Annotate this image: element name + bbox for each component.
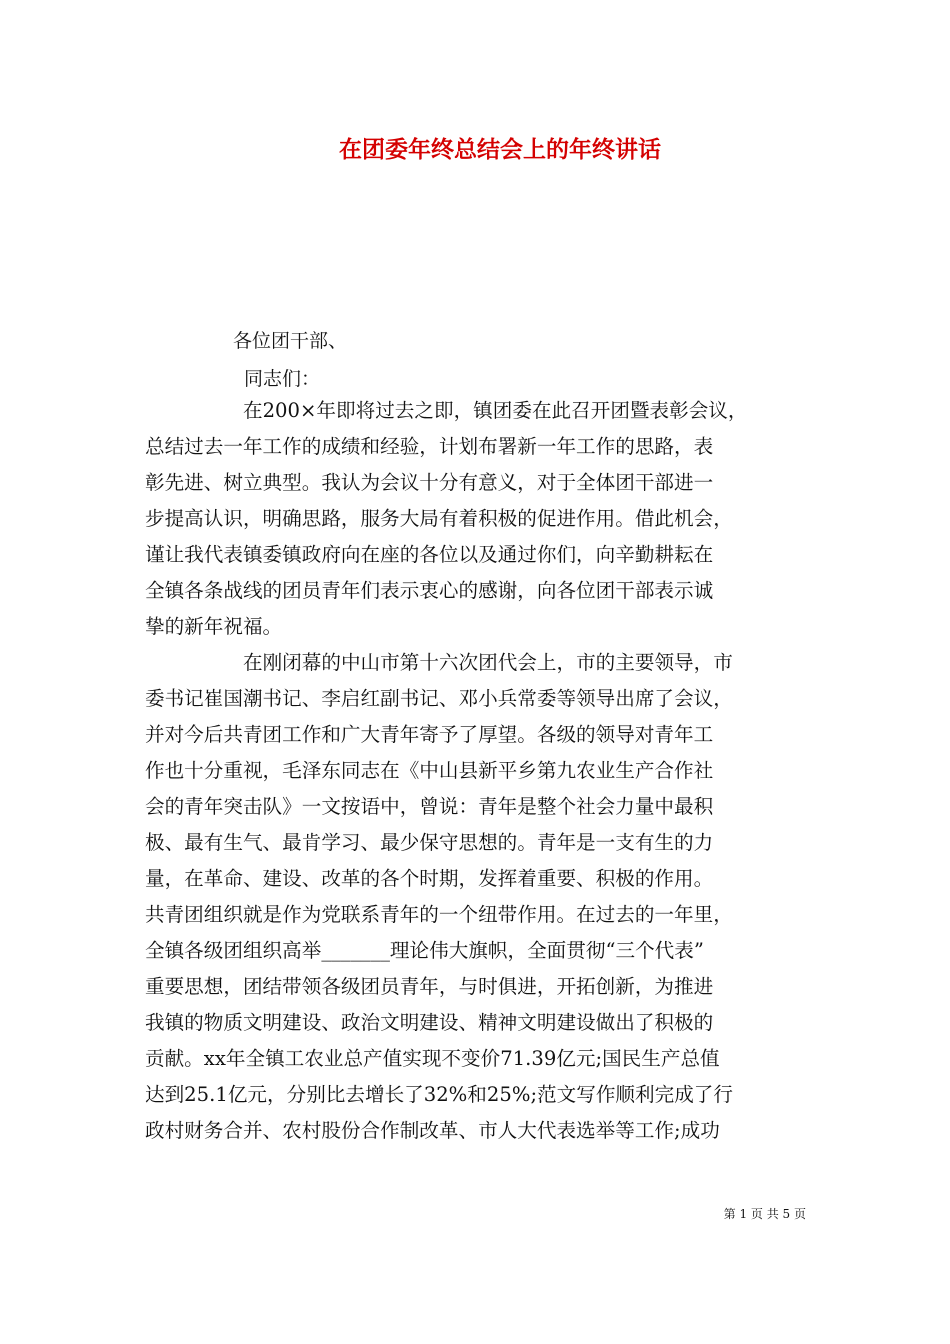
body-line: 在200×年即将过去之即，镇团委在此召开团暨表彰会议， [243,399,748,422]
document-title: 在团委年终总结会上的年终讲话 [339,137,661,163]
body-line: 我镇的物质文明建设、政治文明建设、精神文明建设做出了积极的 [145,1011,714,1034]
body-line: 谨让我代表镇委镇政府向在座的各位以及通过你们，向辛勤耕耘在 [145,543,714,566]
body-line: 全镇各条战线的团员青年们表示衷心的感谢，向各位团干部表示诚 [145,579,714,602]
body-line: 全镇各级团组织高举_______理论伟大旗帜，全面贯彻“三个代表” [145,939,704,962]
body-line: 委书记崔国潮书记、李启红副书记、邓小兵常委等领导出席了会议， [145,687,733,710]
body-line: 贡献。xx年全镇工农业总产值实现不变价71.39亿元;国民生产总值 [145,1047,720,1070]
body-line: 共青团组织就是作为党联系青年的一个纽带作用。在过去的一年里， [145,903,733,926]
body-line: 总结过去一年工作的成绩和经验，计划布署新一年工作的思路，表 [145,435,714,458]
body-line: 彰先进、树立典型。我认为会议十分有意义，对于全体团干部进一 [145,471,714,494]
document-body [145,393,810,1149]
body-line: 重要思想，团结带领各级团员青年，与时俱进，开拓创新，为推进 [145,975,714,998]
body-line: 步提高认识，明确思路，服务大局有着积极的促进作用。借此机会， [145,507,733,530]
body-line: 量，在革命、建设、改革的各个时期，发挥着重要、积极的作用。 [145,867,714,890]
body-line: 会的青年突击队》一文按语中，曾说：青年是整个社会力量中最积 [145,795,714,818]
body-line: 达到25.1亿元，分别比去增长了32%和25%;范文写作顺利完成了行 [145,1083,733,1106]
salutation-cadres: 各位团干部、 [233,330,348,352]
body-line: 挚的新年祝福。 [145,615,283,638]
body-line: 作也十分重视，毛泽东同志在《中山县新平乡第九农业生产合作社 [145,759,714,782]
salutation-comrades: 同志们： [244,368,321,390]
body-line: 极、最有生气、最肯学习、最少保守思想的。青年是一支有生的力 [145,831,714,854]
body-line: 政村财务合并、农村股份合作制改革、市人大代表选举等工作;成功 [145,1119,720,1142]
body-line: 在刚闭幕的中山市第十六次团代会上，市的主要领导，市 [243,651,733,674]
page-number: 第 1 页 共 5 页 [723,1207,806,1221]
body-line: 并对今后共青团工作和广大青年寄予了厚望。各级的领导对青年工 [145,723,714,746]
